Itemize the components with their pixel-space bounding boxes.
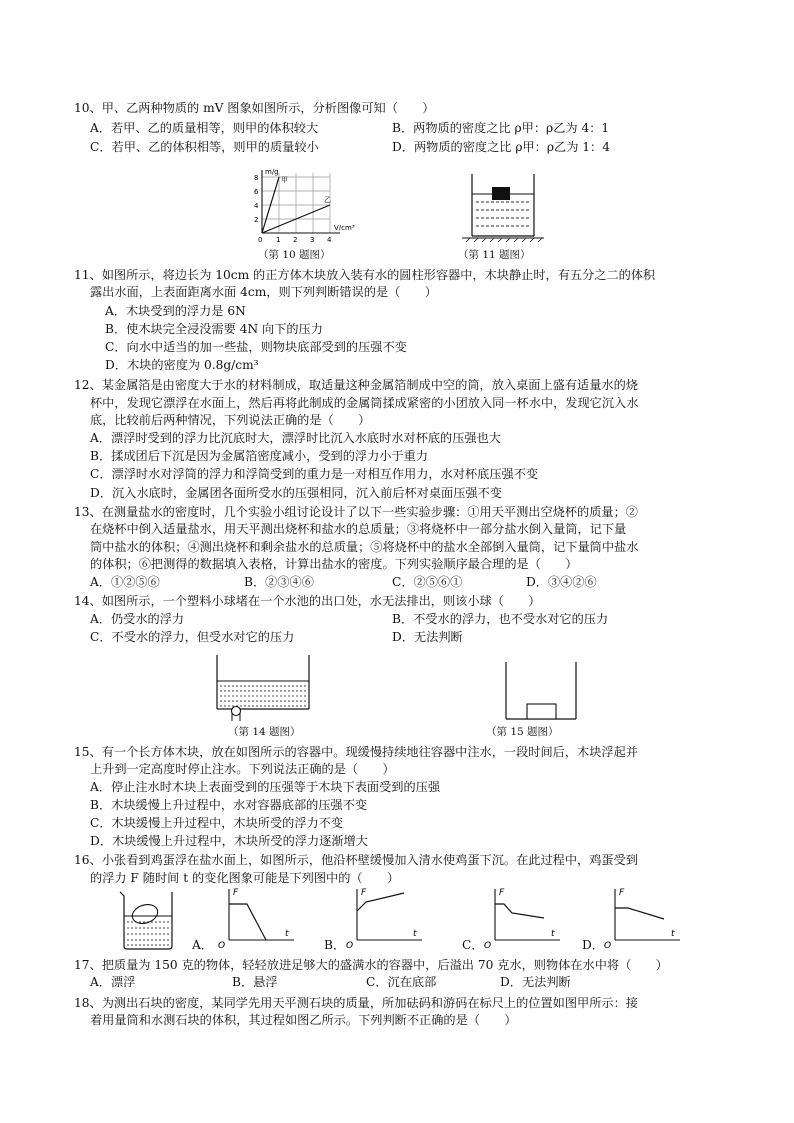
q11-stem-2: 露出水面，上表面距离水面 4cm，则下列判断错误的是（ ） [90, 285, 437, 299]
q17-option-c: C．沉在底部 [366, 975, 437, 989]
q10-xtick: 3 [310, 236, 315, 244]
q11-option-d: D．木块的密度为 0.8g/cm³ [105, 358, 259, 372]
q10-option-d: D．两物质的密度之比 ρ甲：ρ乙为 1：4 [392, 140, 610, 154]
svg-text:F: F [361, 888, 367, 898]
q16-stem-2: 的浮力 F 随时间 t 的变化图象可能是下列图中的（ ） [90, 871, 400, 885]
q18-stem-1: 18、为测出石块的密度，某同学先用天平测石块的质量，所加砝码和游码在标尺上的位置如图甲所示：接 [74, 996, 638, 1010]
q11-wood-block [492, 187, 510, 200]
svg-text:F: F [499, 888, 505, 898]
q12-stem-1: 12、某金属箔是由密度大于水的材料制成，取适量这种金属箔制成中空的筒，放入桌面上盛有适量水的烧 [74, 378, 638, 392]
q15-option-c: C．木块缓慢上升过程中，木块所受的浮力不变 [90, 816, 344, 830]
q11-option-c: C．向水中适当的加一些盐，则物块底部受到的压强不变 [105, 340, 407, 354]
q10-graph [250, 168, 360, 248]
q16-stem-1: 16、小张看到鸡蛋浮在盐水面上，如图所示，他沿杯壁缓慢加入清水使鸡蛋下沉。在此过程中，鸡蛋受到 [74, 853, 638, 867]
q17-stem: 17、把质量为 150 克的物体，轻轻放进足够大的盛满水的容器中，后溢出 70 克水，则物体在水中将（ ） [74, 958, 668, 972]
q15-wood-block [527, 704, 556, 719]
q10-stem: 10、甲、乙两种物质的 mV 图象如图所示，分析图像可知（ ） [74, 101, 435, 115]
q11-option-a: A．木块受到的浮力是 6N [105, 304, 246, 318]
q13-option-d: D．③④②⑥ [526, 575, 597, 589]
q11-water [476, 202, 530, 226]
q14-option-a: A．仍受水的浮力 [90, 612, 185, 626]
q11-stem-1: 11、如图所示，将边长为 10cm 的正方体木块放入装有水的圆柱形容器中，木块静止时，有五分之二的体积 [74, 268, 656, 282]
q10-ytick: 6 [254, 188, 259, 196]
q16-graph-c-curve [495, 904, 544, 918]
q12-stem-2: 杯中，发现它漂浮在水面上，然后再将此制成的金属筒揉成紧密的小团放入同一杯水中，发现它沉入水 [90, 396, 639, 410]
q13-stem-4: 的体积；⑥把测得的数据填入表格，计算出盐水的密度。下列实验顺序最合理的是（ ） [90, 557, 578, 571]
q10-ytick: 2 [254, 216, 259, 224]
q10-option-c: C．若甲、乙的体积相等，则甲的质量较小 [90, 140, 319, 154]
q18-stem-2: 着用量筒和水测石块的体积，其过程如图乙所示。下列判断不正确的是（ ） [90, 1013, 517, 1027]
svg-text:F: F [233, 888, 239, 898]
svg-text:O: O [484, 941, 492, 951]
svg-text:O: O [604, 941, 612, 951]
q13-stem-2: 在烧杯中倒入适量盐水，用天平测出烧杯和盐水的总质量；③将烧杯中一部分盐水倒入量筒，记下量 [90, 522, 627, 536]
q16-graph-c [480, 885, 566, 949]
q14-option-b: B．不受水的浮力，也不受水对它的压力 [392, 612, 609, 626]
q15-figure [500, 660, 590, 722]
q17-option-a: A．漂浮 [90, 975, 136, 989]
q10-caption: （第 10 题图） [258, 249, 331, 261]
q17-option-b: B．悬浮 [232, 975, 278, 989]
svg-text:F: F [619, 888, 625, 898]
q16-option-a: A． [192, 938, 213, 952]
q10-origin: 0 [258, 236, 263, 244]
q16-option-c: C． [462, 938, 484, 952]
q13-option-c: C．②⑤⑥① [392, 575, 463, 589]
q16-graph-d [600, 885, 686, 949]
q16-graph-a [214, 885, 300, 949]
q14-stem: 14、如图所示，一个塑料小球堵在一个水池的出口处，水无法排出，则该小球（ ） [74, 594, 541, 608]
q14-caption: （第 14 题图） [228, 726, 301, 738]
q16-graph-d-curve [615, 908, 664, 919]
q14-option-c: C．不受水的浮力，但受水对它的压力 [90, 630, 295, 644]
q11-ground-hatch [466, 238, 542, 242]
q15-stem-1: 15、有一个长方体木块，放在如图所示的容器中。现缓慢持续地往容器中注水，一段时间后，木块浮起并 [74, 745, 638, 759]
q16-egg [130, 901, 160, 926]
q13-stem-3: 筒中盐水的体积；④测出烧杯和剩余盐水的总质量；⑤将烧杯中的盐水全部倒入量筒，记下量筒中盐水 [90, 540, 639, 554]
q14-figure [214, 653, 314, 723]
q14-plastic-ball [232, 707, 241, 716]
q16-salt-water [127, 922, 169, 945]
q13-option-a: A．①②⑤⑥ [90, 575, 160, 589]
q10-option-b: B．两物质的密度之比 ρ甲：ρ乙为 4：1 [392, 121, 610, 135]
q12-option-c: C．漂浮时水对浮筒的浮力和浮筒受到的重力是一对相互作用力，水对杯底压强不变 [90, 467, 539, 481]
q15-option-b: B．木块缓慢上升过程中，水对容器底部的压强不变 [90, 798, 368, 812]
q11-option-b: B．使木块完全浸没需要 4N 向下的压力 [105, 322, 323, 336]
svg-text:t: t [285, 929, 289, 939]
q14-water [220, 686, 306, 706]
svg-text:O: O [346, 941, 354, 951]
svg-text:t: t [671, 929, 675, 939]
q15-option-d: D．木块缓慢上升过程中，木块所受的浮力逐渐增大 [90, 834, 368, 848]
q10-xtick: 4 [327, 236, 332, 244]
q14-option-d: D．无法判断 [392, 630, 463, 644]
q13-stem-1: 13、在测量盐水的密度时，几个实验小组讨论设计了以下一些实验步骤：①用天平测出空烧杯的质量；② [74, 505, 638, 519]
q13-option-b: B．②③④⑥ [244, 575, 314, 589]
q16-beaker-figure [116, 888, 186, 952]
q16-graph-a-curve [229, 904, 266, 940]
q16-option-b: B． [324, 938, 346, 952]
q15-stem-2: 上升到一定高度时停止注水。下列说法正确的是（ ） [90, 762, 395, 776]
q10-grid [262, 173, 330, 233]
q10-ytick: 8 [254, 174, 259, 182]
q12-option-b: B．揉成团后下沉是因为金属箔密度减小，受到的浮力小于重力 [90, 449, 429, 463]
q12-option-d: D．沉入水底时，金属团各面所受水的压强相同，沉入前后杯对桌面压强不变 [90, 486, 502, 500]
q10-xlabel: V/cm³ [334, 224, 355, 232]
svg-text:O: O [218, 941, 226, 951]
q10-option-a: A．若甲、乙的质量相等，则甲的体积较大 [90, 121, 319, 135]
q10-xtick: 2 [293, 236, 298, 244]
q11-figure [458, 172, 548, 242]
q12-option-a: A．漂浮时受到的浮力比沉底时大，漂浮时比沉入水底时水对杯底的压强也大 [90, 431, 501, 445]
svg-text:t: t [551, 929, 555, 939]
q15-caption: （第 15 题图） [486, 726, 559, 738]
q16-option-d: D． [582, 938, 604, 952]
q17-option-d: D．无法判断 [500, 975, 571, 989]
q10-ylabel: m/g [265, 168, 279, 176]
q11-caption: （第 11 题图） [458, 249, 531, 261]
svg-text:t: t [413, 929, 417, 939]
q10-label-yi: 乙 [324, 196, 331, 204]
q10-ytick: 4 [254, 202, 259, 210]
q10-xtick: 1 [276, 236, 281, 244]
q15-option-a: A．停止注水时木块上表面受到的压强等于木块下表面受到的压强 [90, 780, 441, 794]
q12-stem-3: 底，比较前后两种情况，下列说法正确的是（ ） [90, 413, 371, 427]
q16-graph-b [342, 885, 428, 949]
q10-label-jia: 甲 [281, 176, 288, 184]
